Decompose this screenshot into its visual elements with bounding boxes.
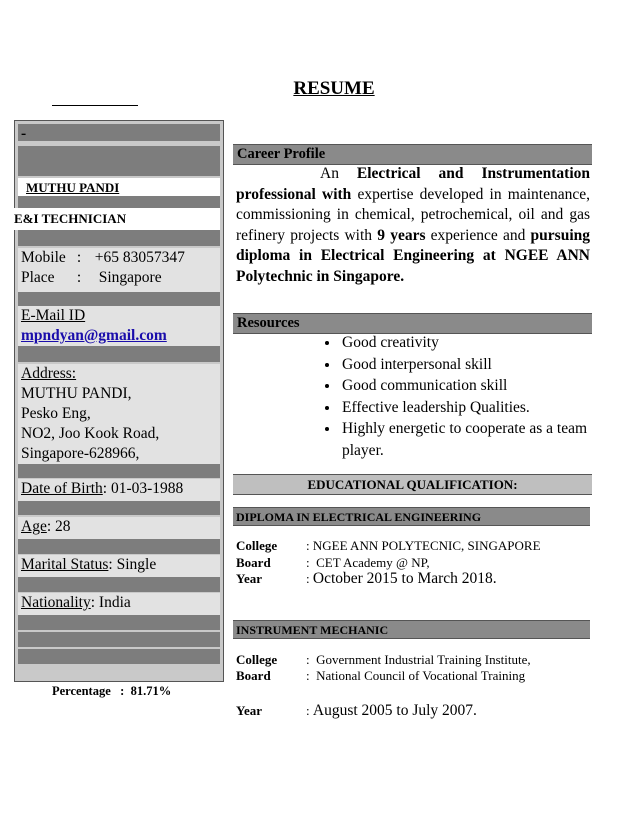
sidebar-stripe xyxy=(18,464,220,478)
instrument-board-row xyxy=(236,668,525,684)
sidebar-stripe xyxy=(18,577,220,592)
college-value: : Government Industrial Training Institute, xyxy=(306,652,531,667)
mobile-label: Mobile xyxy=(21,249,66,266)
dob-band xyxy=(18,479,220,501)
sidebar-dash-row xyxy=(18,124,220,146)
address-line: Singapore-628966, xyxy=(21,445,140,462)
career-profile-text xyxy=(236,164,590,287)
list-item: • Good communication skill xyxy=(340,375,610,397)
mobile-row xyxy=(18,248,220,268)
instrument-college-row xyxy=(236,652,531,668)
instrument-title: INSTRUMENT MECHANIC xyxy=(236,623,389,637)
sidebar-stripe xyxy=(18,649,220,664)
diploma-header xyxy=(233,507,590,526)
career-text-part: pursuing diploma in Electrical Engineering at NGEE ANN Polytechnic in Singapore. xyxy=(236,226,590,285)
divider xyxy=(52,105,138,106)
sidebar-stripe xyxy=(18,292,220,306)
dob-value: : 01-03-1988 xyxy=(102,480,184,497)
email-link[interactable]: mpndyan@gmail.com xyxy=(21,327,167,344)
age-band xyxy=(18,517,220,539)
role-band xyxy=(14,208,220,230)
address-label: Address: xyxy=(21,365,77,382)
contact-band xyxy=(18,248,220,292)
mobile-sep: : xyxy=(76,249,82,266)
year-label: Year xyxy=(236,703,262,718)
marital-row xyxy=(18,555,220,575)
sidebar-stripe xyxy=(18,230,220,246)
career-text-part: expertise developed in maintenance, commissioning in chemical, petrochemical, oil and gas refinery projects with xyxy=(236,185,590,244)
nationality-label: Nationality xyxy=(21,594,91,611)
address-line: NO2, Joo Kook Road, xyxy=(21,425,160,442)
diploma-year-row xyxy=(236,570,497,588)
nationality-row xyxy=(18,593,220,613)
marital-band xyxy=(18,555,220,577)
year-value: October 2015 to March 2018. xyxy=(312,570,497,587)
place-sep: : xyxy=(76,269,82,286)
year-value: August 2005 to July 2007. xyxy=(312,702,477,719)
candidate-name: MUTHU PANDI xyxy=(26,180,120,195)
sidebar-stripe xyxy=(18,539,220,554)
page-title: RESUME xyxy=(293,78,375,99)
address-line: Pesko Eng, xyxy=(21,405,91,422)
list-item: • Good creativity xyxy=(340,332,610,354)
instrument-header xyxy=(233,620,590,639)
board-value: : National Council of Vocational Training xyxy=(306,668,526,683)
career-profile-title: Career Profile xyxy=(237,146,326,162)
diploma-board-row xyxy=(236,555,430,571)
list-item: • Good interpersonal skill xyxy=(340,354,610,376)
marital-label: Marital Status xyxy=(21,556,109,573)
board-label: Board xyxy=(236,555,271,570)
dash-text: - xyxy=(21,125,27,142)
name-band xyxy=(18,178,220,196)
place-value: Singapore xyxy=(98,269,162,286)
sidebar-stripe xyxy=(18,146,220,176)
email-band xyxy=(18,306,220,346)
year-sep: : xyxy=(306,703,310,718)
instrument-year-row xyxy=(236,702,477,720)
education-title: EDUCATIONAL QUALIFICATION: xyxy=(307,477,518,492)
career-text-part: experience and xyxy=(425,226,531,244)
email-label: E-Mail ID xyxy=(21,307,86,324)
age-value: : 28 xyxy=(46,518,71,535)
year-label: Year xyxy=(236,571,262,586)
job-role: E&I TECHNICIAN xyxy=(14,211,127,226)
address-band xyxy=(18,364,220,464)
career-text-part: 9 years xyxy=(377,226,426,244)
college-label: College xyxy=(236,652,278,667)
sidebar-stripe xyxy=(18,632,220,647)
career-text-part: Electrical and Instrumentation professional with xyxy=(236,165,590,203)
sidebar-stripe xyxy=(18,615,220,630)
mobile-value: +65 83057347 xyxy=(94,249,185,266)
age-row xyxy=(18,517,220,537)
education-header xyxy=(233,474,592,495)
percentage-row xyxy=(52,684,171,699)
college-label: College xyxy=(236,538,278,553)
percentage-label: Percentage xyxy=(52,684,111,698)
address-line: MUTHU PANDI, xyxy=(21,385,132,402)
board-value: : CET Academy @ NP, xyxy=(306,555,430,570)
list-item: • Highly energetic to cooperate as a team player. xyxy=(340,418,610,461)
year-sep: : xyxy=(306,571,310,586)
marital-value: : Single xyxy=(108,556,157,573)
career-profile-header xyxy=(233,144,592,165)
place-label: Place xyxy=(21,269,55,286)
age-label: Age xyxy=(21,518,47,535)
percentage-sep: : xyxy=(120,684,125,698)
sidebar-stripe xyxy=(18,501,220,515)
sidebar-stripe xyxy=(18,196,220,208)
career-text-part: An xyxy=(320,165,357,182)
resources-header xyxy=(233,313,592,334)
dob-row xyxy=(18,479,220,499)
nationality-value: : India xyxy=(90,594,131,611)
resources-list xyxy=(320,332,610,461)
diploma-title: DIPLOMA IN ELECTRICAL ENGINEERING xyxy=(236,510,482,524)
list-item: • Effective leadership Qualities. xyxy=(340,397,610,419)
percentage-value: 81.71% xyxy=(130,684,172,698)
board-label: Board xyxy=(236,668,271,683)
resources-title: Resources xyxy=(237,315,300,331)
dob-label: Date of Birth xyxy=(21,480,103,497)
diploma-college-row xyxy=(236,538,541,554)
place-row xyxy=(18,268,220,288)
nationality-band xyxy=(18,593,220,615)
college-value: : NGEE ANN POLYTECNIC, SINGAPORE xyxy=(306,538,541,553)
sidebar-stripe xyxy=(18,346,220,362)
